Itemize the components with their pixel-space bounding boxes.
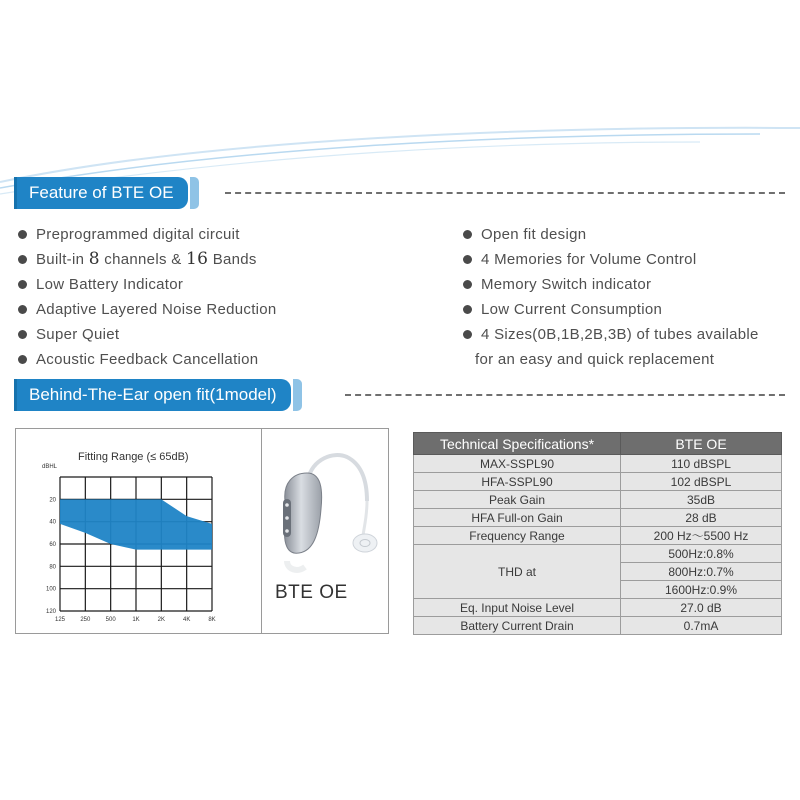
bullet-icon bbox=[18, 230, 27, 239]
spec-name: Battery Current Drain bbox=[414, 617, 621, 635]
feature-item: Built-in 8 channels & 16 Bands bbox=[15, 247, 277, 272]
spec-value: 27.0 dB bbox=[621, 599, 782, 617]
feature-item: Memory Switch indicator bbox=[460, 272, 759, 297]
x-tick-label: 1K bbox=[132, 617, 140, 623]
table-header-cell: BTE OE bbox=[621, 433, 782, 455]
bullet-icon bbox=[18, 255, 27, 264]
bullet-icon bbox=[463, 280, 472, 289]
bullet-icon bbox=[18, 280, 27, 289]
spec-value: 500Hz:0.8% bbox=[621, 545, 782, 563]
features-left-list bbox=[15, 222, 277, 372]
table-header-row bbox=[414, 433, 782, 455]
y-tick-label: 20 bbox=[49, 497, 56, 504]
figure-divider bbox=[261, 429, 262, 633]
table-header-cell: Technical Specifications* bbox=[414, 433, 621, 455]
feature-item: Low Battery Indicator bbox=[15, 272, 277, 297]
fitting-range-area bbox=[60, 499, 212, 549]
y-tick-label: 100 bbox=[45, 586, 56, 593]
table-row bbox=[414, 491, 782, 509]
bullet-icon bbox=[18, 330, 27, 339]
bullet-icon bbox=[463, 305, 472, 314]
x-tick-label: 8K bbox=[208, 617, 216, 623]
table-row bbox=[414, 545, 782, 563]
y-axis-label: dBHL bbox=[42, 464, 58, 470]
spec-value: 200 Hz～5500 Hz bbox=[621, 527, 782, 545]
dashed-divider bbox=[225, 192, 785, 194]
x-tick-label: 125 bbox=[54, 617, 66, 623]
spec-name: HFA-SSPL90 bbox=[414, 473, 621, 491]
spec-name: HFA Full-on Gain bbox=[414, 509, 621, 527]
hearing-aid-image bbox=[263, 439, 389, 589]
bullet-icon bbox=[18, 305, 27, 314]
feature-item: 4 Sizes(0B,1B,2B,3B) of tubes available bbox=[460, 322, 759, 347]
x-tick-label: 500 bbox=[105, 617, 116, 623]
spec-value: 110 dBSPL bbox=[621, 455, 782, 473]
table-row bbox=[414, 527, 782, 545]
features-right-list bbox=[460, 222, 759, 372]
section-header-features bbox=[14, 177, 199, 209]
feature-item: Super Quiet bbox=[15, 322, 277, 347]
feature-item-continued: for an easy and quick replacement bbox=[475, 351, 715, 368]
product-label: BTE OE bbox=[275, 582, 348, 603]
y-tick-label: 120 bbox=[45, 609, 56, 615]
feature-item: Open fit design bbox=[460, 222, 759, 247]
spec-value: 800Hz:0.7% bbox=[621, 563, 782, 581]
feature-item: Acoustic Feedback Cancellation bbox=[15, 347, 277, 372]
spec-value: 28 dB bbox=[621, 509, 782, 527]
spec-name: MAX-SSPL90 bbox=[414, 455, 621, 473]
x-tick-label: 4K bbox=[182, 617, 191, 623]
spec-name: THD at bbox=[414, 545, 621, 599]
spec-table bbox=[413, 432, 782, 635]
spec-value: 35dB bbox=[621, 491, 782, 509]
spec-name: Frequency Range bbox=[414, 527, 621, 545]
chart-title: Fitting Range (≤ 65dB) bbox=[78, 451, 189, 463]
table-row bbox=[414, 455, 782, 473]
feature-item: 4 Memories for Volume Control bbox=[460, 247, 759, 272]
bullet-icon bbox=[463, 255, 472, 264]
table-row bbox=[414, 509, 782, 527]
spec-value: 0.7mA bbox=[621, 617, 782, 635]
table-row bbox=[414, 599, 782, 617]
dashed-divider bbox=[345, 394, 785, 396]
section-title: Behind-The-Ear open fit(1model) bbox=[14, 379, 291, 411]
bullet-icon bbox=[18, 355, 27, 364]
section-header-model bbox=[14, 379, 302, 411]
bullet-icon bbox=[463, 230, 472, 239]
feature-item: Preprogrammed digital circuit bbox=[15, 222, 277, 247]
y-tick-label: 80 bbox=[49, 564, 56, 571]
fitting-range-chart bbox=[16, 429, 256, 633]
x-tick-label: 250 bbox=[80, 617, 91, 623]
table-row bbox=[414, 617, 782, 635]
pill-cap bbox=[293, 379, 302, 411]
feature-item: Adaptive Layered Noise Reduction bbox=[15, 297, 277, 322]
bullet-icon bbox=[463, 330, 472, 339]
spec-name: Eq. Input Noise Level bbox=[414, 599, 621, 617]
table-row bbox=[414, 473, 782, 491]
spec-value: 102 dBSPL bbox=[621, 473, 782, 491]
section-title: Feature of BTE OE bbox=[14, 177, 188, 209]
x-tick-label: 2K bbox=[157, 617, 166, 623]
y-tick-label: 60 bbox=[49, 542, 56, 548]
pill-cap bbox=[190, 177, 199, 209]
y-tick-label: 40 bbox=[49, 519, 56, 526]
feature-item: Low Current Consumption bbox=[460, 297, 759, 322]
spec-name: Peak Gain bbox=[414, 491, 621, 509]
spec-value: 1600Hz:0.9% bbox=[621, 581, 782, 599]
